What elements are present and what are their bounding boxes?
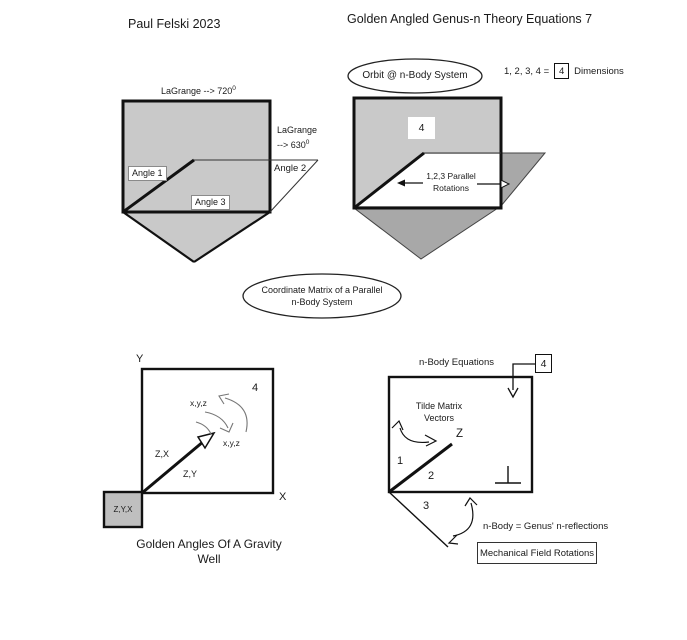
parallel-rotations-label — [420, 171, 482, 194]
gravity-caption-line1: Golden Angles Of A Gravity — [136, 537, 282, 551]
lagrange-630-line2: --> 630 — [277, 139, 306, 150]
lagrange-720-text: LaGrange --> 720 — [161, 86, 233, 96]
angle2-label: Angle 2 — [274, 163, 307, 174]
angle1-label: Angle 1 — [128, 166, 167, 181]
tilde-matrix-label — [407, 401, 471, 424]
xyz-top-label: x,y,z — [190, 398, 207, 408]
tilde-matrix-line1: Tilde Matrix — [415, 401, 463, 411]
n2-label: 2 — [428, 470, 435, 482]
parallel-rotations-line1: 1,2,3 Parallel — [426, 171, 476, 181]
coordinate-oval-line2: n-Body System — [291, 296, 353, 307]
lagrange-lower-triangle — [123, 212, 270, 262]
z-label: Z — [456, 428, 464, 440]
mechanical-rotations-box: Mechanical Field Rotations — [477, 542, 597, 564]
n1-label: 1 — [397, 455, 404, 467]
nbody-heading: n-Body Equations — [419, 357, 494, 368]
lagrange-630-label — [277, 125, 317, 151]
tilde-matrix-line2: Vectors — [423, 412, 454, 423]
n3-label: 3 — [423, 500, 430, 512]
zx-label: Z,X — [155, 449, 170, 459]
page-title: Golden Angled Genus-n Theory Equations 7 — [347, 12, 593, 26]
y-axis-label: Y — [136, 353, 144, 365]
author-text: Paul Felski 2023 — [128, 17, 221, 31]
lagrange-630-sup: 0 — [305, 138, 310, 146]
nbody-4-box: 4 — [535, 354, 552, 373]
reflections-note: n-Body = Genus' n-reflections — [483, 521, 609, 532]
gravity-caption — [109, 537, 309, 566]
x-axis-label: X — [279, 491, 287, 503]
nbody-figure-shapes — [389, 364, 535, 547]
xyz-bottom-label: x,y,z — [223, 438, 240, 448]
dimensions-note — [504, 63, 624, 79]
lagrange-630-line1: LaGrange — [277, 125, 318, 135]
dimensions-prefix: 1, 2, 3, 4 = — [504, 65, 550, 77]
dimensions-suffix: Dimensions — [574, 65, 624, 77]
orbit-inner-4-box: 4 — [408, 117, 435, 139]
lagrange-720-sup: 0 — [232, 85, 236, 92]
gravity-caption-line2: Well — [197, 551, 221, 566]
angle3-label: Angle 3 — [191, 195, 230, 210]
parallel-rotations-line2: Rotations — [433, 182, 469, 193]
orbit-oval-label: Orbit @ n-Body System — [362, 70, 468, 81]
reflection-diagonal — [389, 492, 448, 547]
coordinate-oval-label — [248, 285, 396, 308]
lagrange-720-label — [161, 85, 236, 96]
dimensions-4-box: 4 — [554, 63, 569, 79]
zyx-label: Z,Y,X — [113, 505, 133, 514]
gravity-4-label: 4 — [252, 382, 259, 394]
coordinate-oval-line1: Coordinate Matrix of a Parallel — [261, 285, 383, 295]
reflection-curved-arrow — [453, 503, 473, 536]
zy-label: Z,Y — [183, 469, 198, 479]
